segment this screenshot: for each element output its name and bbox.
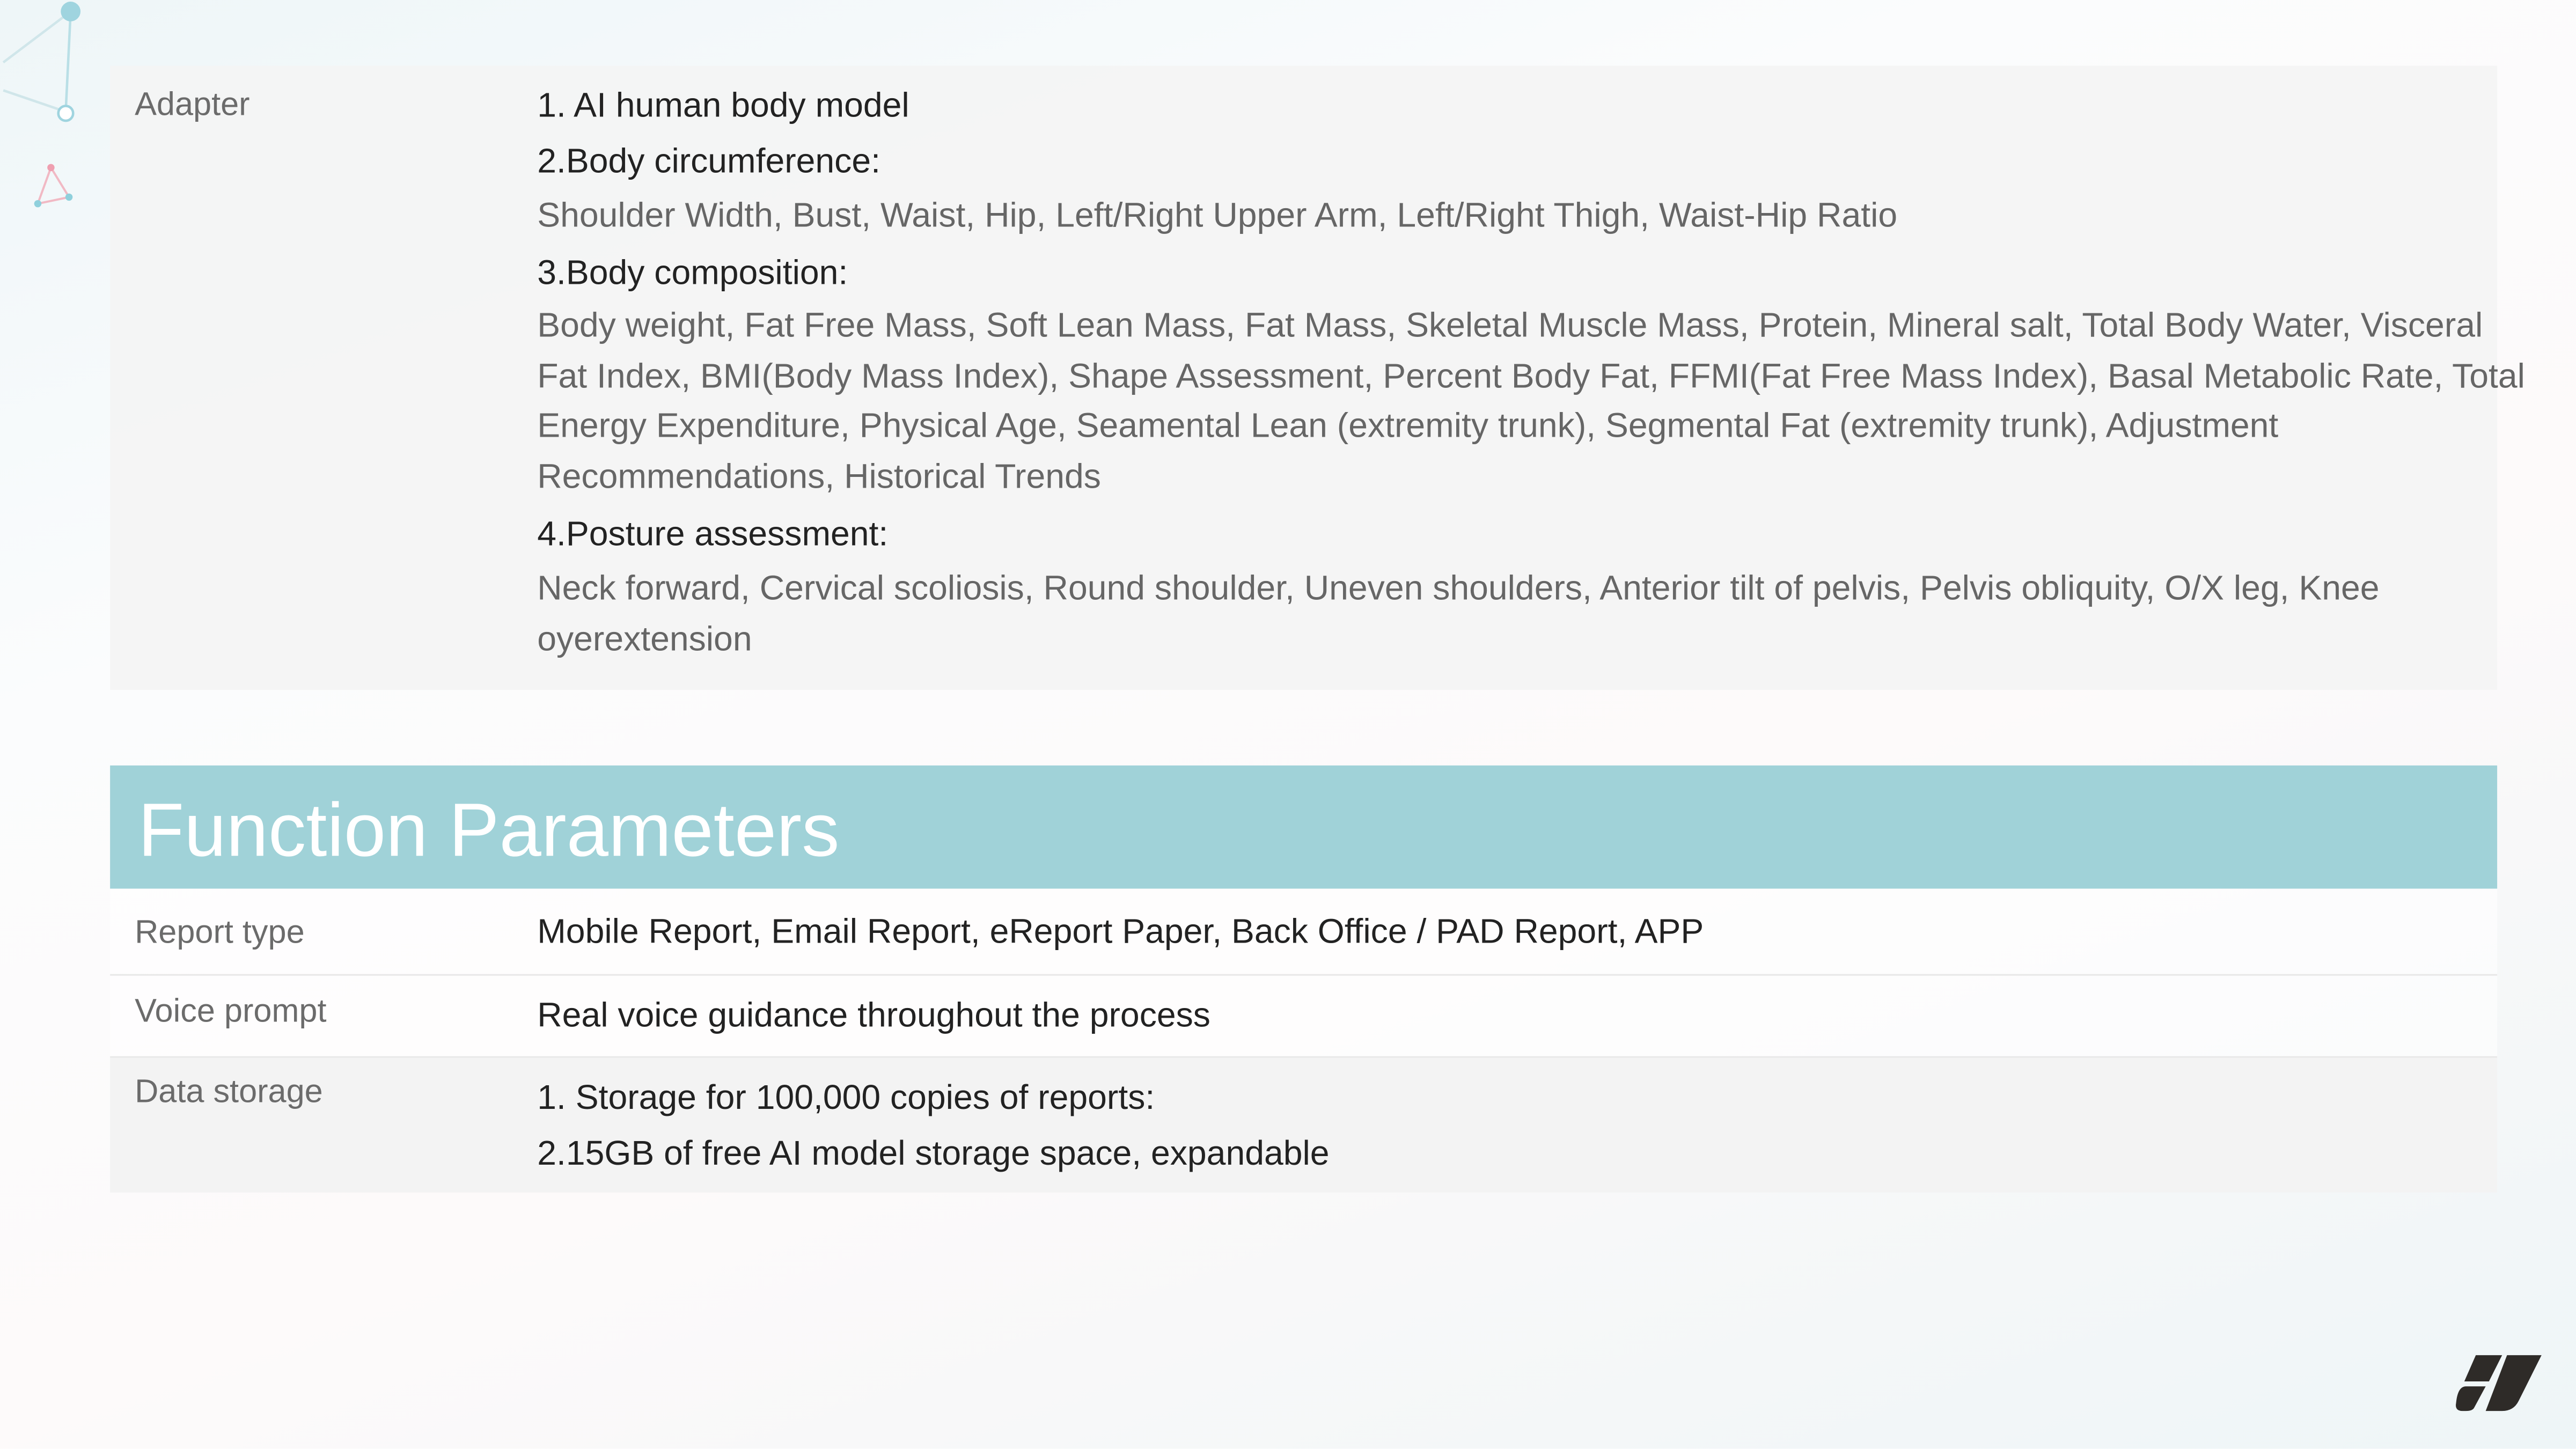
adapter-item-2-title: 2.Body circumference:: [537, 143, 880, 181]
adapter-item-3-text: Body weight, Fat Free Mass, Soft Lean Mass, Fat Mass, Skeletal Muscle Mass, Protein, Mineral salt, Total Body Water, Visceral Fat Index, BMI(Body Mass Index), Shape Assessment, Percent Body Fat, FFMI(Fat Free Mass Index), Basal Metabolic Rate, Total Energy Expenditure, Physical Age, Seamental Lean (extremity trunk), Segmental Fat (extremity trunk), Adjustment Recommendations, Historical Trends: [537, 307, 2525, 496]
adapter-item-2-text: Shoulder Width, Bust, Waist, Hip, Left/Right Upper Arm, Left/Right Thigh, Waist-Hip Ratio: [537, 197, 1898, 235]
adapter-item-4-text: Neck forward, Cervical scoliosis, Round shoulder, Uneven shoulders, Anterior tilt of pelvis, Pelvis obliquity, O/X leg, Knee oyerextension: [537, 570, 2380, 658]
section-title: Function Parameters: [138, 786, 840, 872]
row-label: Report type: [135, 915, 305, 951]
row-label: Voice prompt: [135, 994, 327, 1030]
molecule-decoration-icon: [0, 0, 115, 230]
table-row-report-type: [110, 888, 2497, 975]
table-row-data-storage: [110, 1058, 2497, 1193]
row-value-line-1: 1. Storage for 100,000 copies of reports:: [537, 1079, 1155, 1117]
adapter-item-4-title: 4.Posture assessment:: [537, 516, 889, 554]
adapter-item-1: 1. AI human body model: [537, 87, 909, 125]
row-value: Real voice guidance throughout the process: [537, 997, 1210, 1035]
row-value-line-2: 2.15GB of free AI model storage space, expandable: [537, 1135, 1330, 1173]
row-label: Data storage: [135, 1074, 323, 1110]
row-value: Mobile Report, Email Report, eReport Paper, Back Office / PAD Report, APP: [537, 913, 1704, 951]
adapter-label: Adapter: [135, 87, 250, 123]
section-banner: [110, 766, 2497, 889]
brand-logo-icon: [2453, 1352, 2544, 1414]
table-row-voice-prompt: [110, 976, 2497, 1058]
adapter-item-3-title: 3.Body composition:: [537, 254, 848, 293]
